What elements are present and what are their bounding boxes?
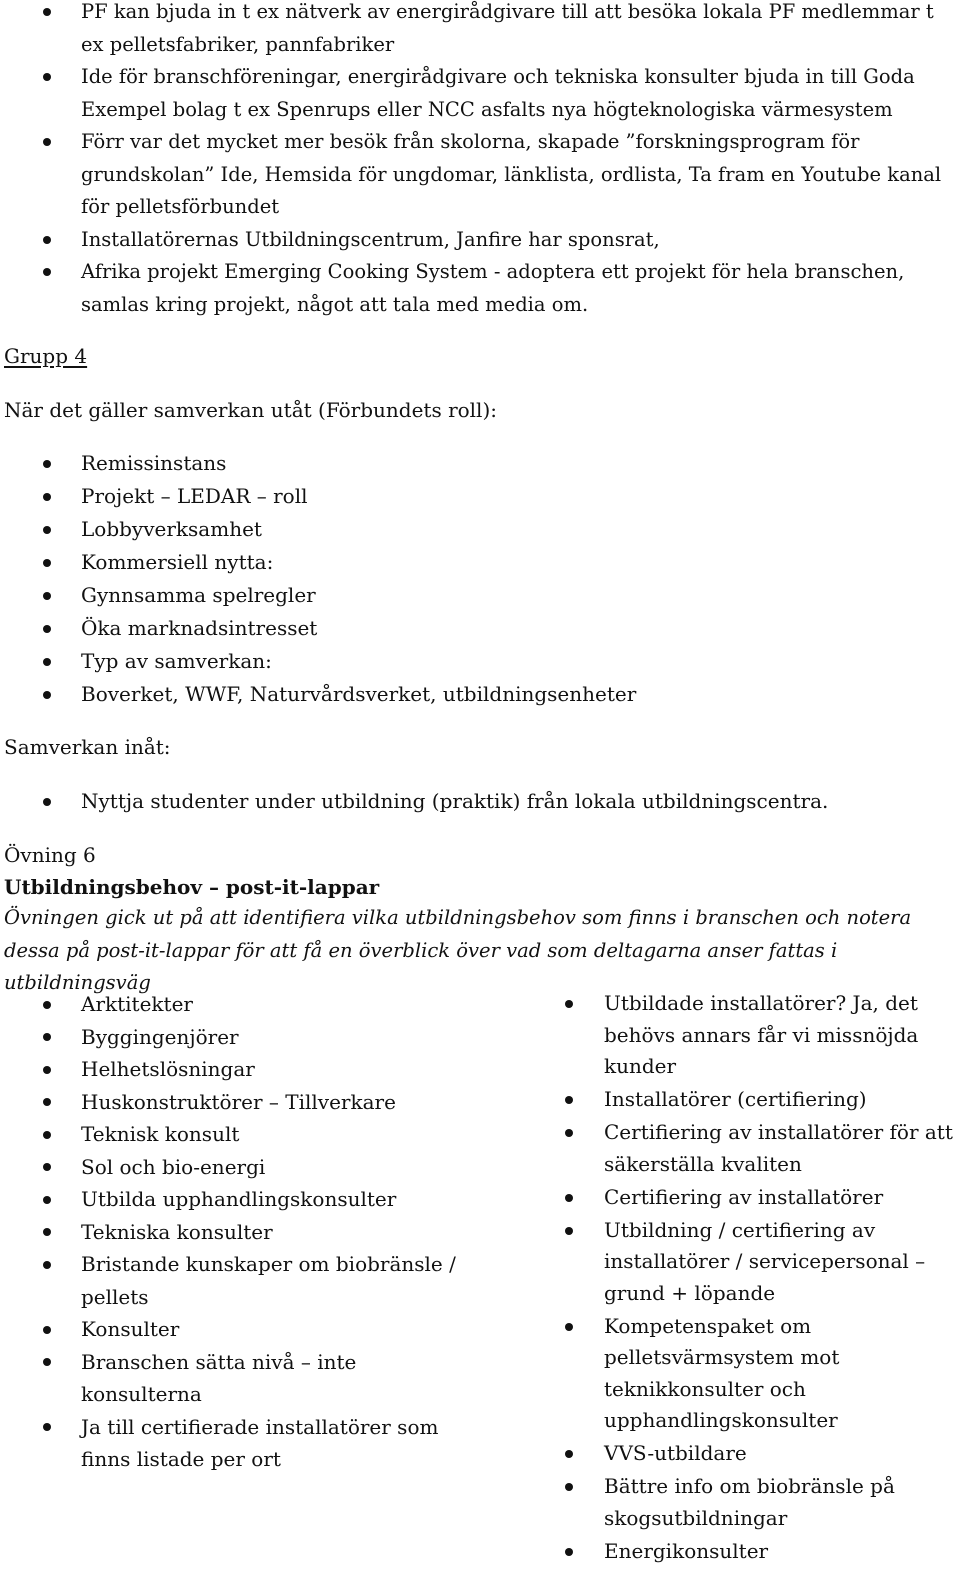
list-item: VVS-utbildare <box>521 1438 957 1470</box>
list-item: Förr var det mycket mer besök från skolorna, skapade ”forskningsprogram för grundskolan” Ide, Hemsida för ungdomar, länklista, ordlista, Ta fram en Youtube kanal för pelletsförbundet <box>0 126 956 224</box>
list-item: Kommersiell nytta: <box>0 546 956 579</box>
list-item: Certifiering av installatörer för att säkerställa kvaliten <box>521 1117 957 1180</box>
exercise-intro: Övningen gick ut på att identifiera vilka utbildningsbehov som finns i branschen och notera dessa på post-it-lappar för att få en överblick över vad som deltagarna anser fattas i utbildningsväg <box>4 906 912 994</box>
list-item: Tekniska konsulter <box>0 1216 470 1249</box>
list-item: Boverket, WWF, Naturvårdsverket, utbildningsenheter <box>0 678 956 711</box>
list-item: Utbilda upphandlingskonsulter <box>0 1183 470 1216</box>
list-item: Certifiering av installatörer <box>521 1182 957 1214</box>
list-item: Arktitekter <box>0 988 470 1021</box>
outward-label: När det gäller samverkan utåt (Förbundets roll): <box>4 398 497 422</box>
inward-label: Samverkan inåt: <box>4 735 171 759</box>
list-item: Lobbyverksamhet <box>0 513 956 546</box>
list-item: Typ av samverkan: <box>0 645 956 678</box>
group-heading: Grupp 4 <box>4 344 88 368</box>
list-item: Projekt – LEDAR – roll <box>0 480 956 513</box>
list-item: Nyttja studenter under utbildning (praktik) från lokala utbildningscentra. <box>0 785 956 818</box>
exercise-title: Utbildningsbehov – post-it-lappar <box>4 875 380 899</box>
list-item: Ide för branschföreningar, energirådgivare och tekniska konsulter bjuda in till Goda Exempel bolag t ex Spenrups eller NCC asfalts nya högteknologiska värmesystem <box>0 61 956 126</box>
list-item: Branschen sätta nivå – inte konsulterna <box>0 1346 470 1411</box>
list-item: Energikonsulter <box>521 1536 957 1568</box>
list-item: Installatörernas Utbildningscentrum, Janfire har sponsrat, <box>0 224 956 257</box>
list-item: Installatörer (certifiering) <box>521 1084 957 1116</box>
list-item: Öka marknadsintresset <box>0 612 956 645</box>
list-item: Helhetslösningar <box>0 1053 470 1086</box>
list-item: Utbildade installatörer? Ja, det behövs annars får vi missnöjda kunder <box>521 988 957 1083</box>
list-item: Sol och bio-energi <box>0 1151 470 1184</box>
list-item: Remissinstans <box>0 447 956 480</box>
left-needs-list <box>0 988 470 1476</box>
list-item: Konsulter <box>0 1313 470 1346</box>
outward-list <box>0 447 956 711</box>
list-item: Bristande kunskaper om biobränsle / pellets <box>0 1248 470 1313</box>
list-item: Gynnsamma spelregler <box>0 579 956 612</box>
list-item: Afrika projekt Emerging Cooking System - adoptera ett projekt för hela branschen, samlas kring projekt, något att tala med media om. <box>0 256 956 321</box>
list-item: Kompetenspaket om pelletsvärmsystem mot teknikkonsulter och upphandlingskonsulter <box>521 1311 957 1437</box>
list-item: Teknisk konsult <box>0 1118 470 1151</box>
inward-list <box>0 785 956 818</box>
top-bullet-list <box>0 0 956 321</box>
list-item: Huskonstruktörer – Tillverkare <box>0 1086 470 1119</box>
right-needs-list <box>521 988 957 1569</box>
list-item: Ja till certifierade installatörer som finns listade per ort <box>0 1411 470 1476</box>
list-item: Bättre info om biobränsle på skogsutbildningar <box>521 1471 957 1534</box>
list-item: PF kan bjuda in t ex nätverk av energirådgivare till att besöka lokala PF medlemmar t ex pelletsfabriker, pannfabriker <box>0 0 956 61</box>
list-item: Utbildning / certifiering av installatörer / servicepersonal – grund + löpande <box>521 1215 957 1310</box>
list-item: Byggingenjörer <box>0 1021 470 1054</box>
exercise-label: Övning 6 <box>4 843 96 867</box>
